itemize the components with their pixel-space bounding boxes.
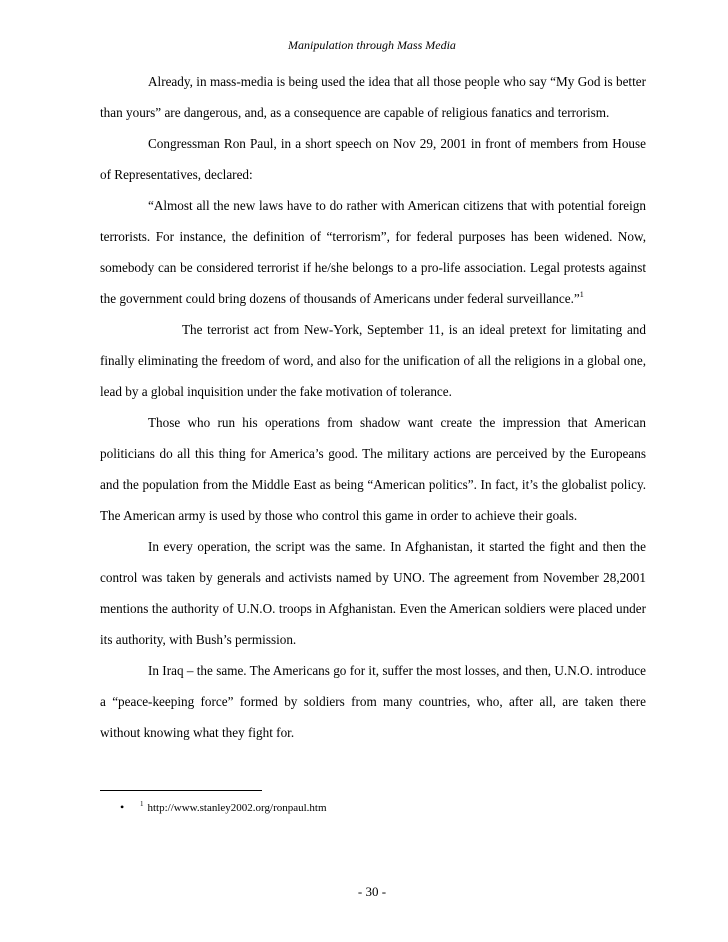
paragraph-mass-media: Already, in mass-media is being used the idea that all those people who say “My God is better than yours” are dangerous, and, as a consequence are capable of religious fanatics and terrorism. bbox=[100, 74, 646, 120]
footnote-reference: 1 bbox=[579, 290, 584, 299]
paragraph-ron-paul-intro: Congressman Ron Paul, in a short speech on Nov 29, 2001 in front of members from House of Representatives, declared: bbox=[100, 136, 646, 182]
footnote bbox=[120, 800, 327, 815]
paragraph-afghanistan: In every operation, the script was the same. In Afghanistan, it started the fight and then the control was taken by generals and activists named by UNO. The agreement from November 28,2001 mentions the authority of U.N.O. troops in Afghanistan. Even the American soldiers were placed under its authority, with Bush’s permission. bbox=[100, 539, 646, 647]
quote-text: “Almost all the new laws have to do rather with American citizens that with potential foreign terrorists. For instance, the definition of “terrorism”, for federal purposes has been widened. Now, somebody can be considered terrorist if he/she belongs to a pro-life association. Legal protests against the government could bring dozens of thousands of Americans under federal surveillance.” bbox=[100, 198, 646, 306]
footnote-separator bbox=[100, 790, 262, 791]
paragraph-iraq: In Iraq – the same. The Americans go for it, suffer the most losses, and then, U.N.O. introduce a “peace-keeping force” formed by soldiers from many countries, who, after all, are taken there without knowing what they fight for. bbox=[100, 663, 646, 740]
paragraph-september-11: The terrorist act from New-York, September 11, is an ideal pretext for limitating and finally eliminating the freedom of word, and also for the unification of all the religions in a global one, lead by a global inquisition under the fake motivation of tolerance. bbox=[100, 322, 646, 399]
paragraph-ron-paul-quote bbox=[100, 190, 646, 314]
footnote-link[interactable]: http://www.stanley2002.org/ronpaul.htm bbox=[147, 802, 327, 814]
bullet-icon: • bbox=[120, 800, 125, 814]
main-text bbox=[100, 66, 646, 748]
footnote-number: 1 bbox=[140, 800, 144, 808]
paragraph-shadow-operations: Those who run his operations from shadow want create the impression that American politicians do all this thing for America’s good. The military actions are perceived by the Europeans and the population from the Middle East as being “American politics”. In fact, it’s the globalist policy. The American army is used by those who control this game in order to achieve their goals. bbox=[100, 415, 646, 523]
running-header: Manipulation through Mass Media bbox=[288, 38, 456, 52]
page-number: - 30 - bbox=[357, 884, 387, 899]
